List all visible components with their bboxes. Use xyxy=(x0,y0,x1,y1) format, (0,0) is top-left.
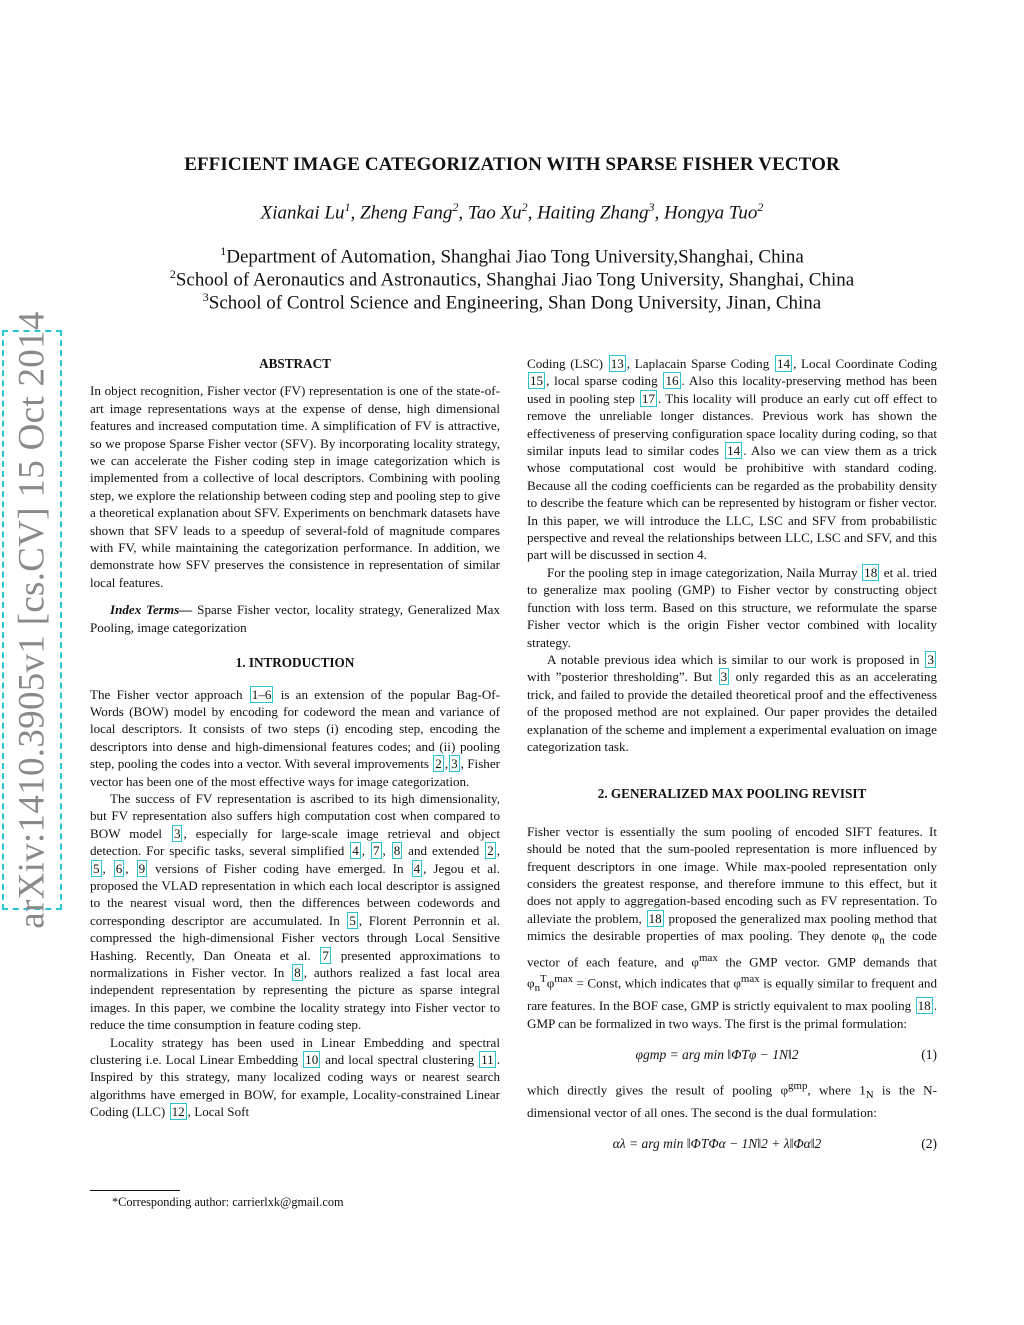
gmp-paragraph-2: which directly gives the result of pooling $\varphi^{gmp}$, where $1_N$ is the N-dimensional vector of all ones. The second is the dual formulation: xyxy=(527,1079,937,1120)
equation-2 xyxy=(527,1135,937,1152)
left-column xyxy=(90,355,500,1121)
intro-paragraph-1: The Fisher vector approach 1–6 is an extension of the popular Bag-Of-Words (BOW) model by encoding for codeword the mean and variance of local descriptors. It consists of two steps (i) encoding step, encoding the descriptors into dense and high-dimensional features codes; and (ii) pooling step, pooling the codes into a vector. With several improvements 2 , 3 , Fisher vector has been one of the most effective ways for image categorization. xyxy=(90,686,501,789)
citation-link[interactable]: 8 xyxy=(294,965,301,980)
citation-link[interactable]: 13 xyxy=(610,356,624,371)
citation-link[interactable]: 18 xyxy=(864,564,878,580)
footnote-corresponding-author: *Corresponding author: carrierlxk@gmail.com xyxy=(112,1195,344,1209)
intro-paragraph-5: For the pooling step in image categorization, Naila Murray 18 et al. tried to generalize max pooling (GMP) to Fisher vector by constructing object function with loss term. Based on this structure, we reformulate the sparse Fisher vector which is the origin Fisher vector combined with locality strategy. xyxy=(527,564,937,650)
citation-link[interactable]: 18 xyxy=(648,910,662,926)
citation-link[interactable]: 1–6 xyxy=(251,686,272,702)
arxiv-sidebar-stamp xyxy=(2,311,62,929)
index-terms: Index Terms— Sparse Fisher vector, locality strategy, Generalized Max Pooling, image categorization xyxy=(90,602,501,635)
footnote-rule xyxy=(90,1190,180,1191)
citation-link[interactable]: 16 xyxy=(665,373,679,389)
section-1-heading: 1. INTRODUCTION xyxy=(235,655,355,671)
citation-link[interactable]: 8 xyxy=(393,843,401,859)
citation-link[interactable]: 6 xyxy=(115,860,123,876)
citation-link[interactable]: 3 xyxy=(173,825,181,841)
affiliation-3: $^3$School of Control Science and Engineering, Shan Dong University, Jinan, China xyxy=(202,290,822,314)
equation-1-body: φgmp = arg min ‖ΦTφ − 1N‖2 xyxy=(635,1047,799,1063)
author-list: Xiankai Lu$^1$, Zheng Fang$^2$, Tao Xu$^2$, Haiting Zhang$^3$, Hongya Tuo$^2$ xyxy=(260,200,764,224)
affiliation-1: $^1$Department of Automation, Shanghai Jiao Tong University,Shanghai, China xyxy=(220,244,804,268)
abstract-heading: ABSTRACT xyxy=(259,356,331,371)
citation-link[interactable]: 5 xyxy=(349,912,356,928)
citation-link[interactable]: 2 xyxy=(435,756,442,772)
author-name: Hongya Tuo xyxy=(663,202,758,224)
citation-link[interactable]: 2 xyxy=(487,843,494,859)
author-name: Zheng Fang xyxy=(360,202,453,224)
citation-link[interactable]: 10 xyxy=(305,1052,319,1068)
equation-2-number: (2) xyxy=(921,1136,937,1152)
intro-paragraph-6: A notable previous idea which is similar to our work is proposed in 3 with ”posterior thresholding”. But 3 only regarded this as an accelerating trick, and failed to provide the detailed theoretical proof and the effectiveness of the proposed method are not explained. Our paper provides the detailed explanation of the scheme and implement a experimental evaluation on image categorization task. xyxy=(527,651,937,754)
citation-link[interactable]: 5 xyxy=(93,860,100,876)
citation-link[interactable]: 7 xyxy=(322,947,329,963)
citation-link[interactable]: 4 xyxy=(352,843,359,859)
abstract-text: In object recognition, Fisher vector (FV) representation is one of the state-of-art image representations ways at the expense of dense, high dimensional features and increased computation time. A simplification of FV is attractive, so we propose Sparse Fisher vector (SFV). By incorporating locality strategy, we can accelerate the Fisher coding step in image categorization which is implemented from a collective of local descriptors. Combining with pooling step, we explore the relationship between coding step and pooling step to give a theoretical explanation about SFV. Experiments on benchmark datasets have shown that SFV leads to a speedup of several-fold of magnitude compares with FV, while maintaining the categorization performance. In addition, we demonstrate how SFV preserves the consistence in representation of similar local features. xyxy=(90,383,500,590)
citation-link[interactable]: 3 xyxy=(720,669,728,685)
author-name: Xiankai Lu xyxy=(260,202,345,224)
citation-link[interactable]: 7 xyxy=(372,843,380,859)
intro-paragraph-4: Coding (LSC) 13 , Laplacain Sparse Coding 14 , Local Coordinate Coding 15 , local sparse coding 16 . Also this locality-preserving method has been used in pooling step 17 . This locality will produce an early cut off effect to remove the unreliable longer distances. Previous work has shown the effectiveness of preserving configuration space locality during coding, so that similar inputs lead to similar codes 14 . Also we can view them as a trick whose computational cost would be prohibitive with standard coding. Because all the coding coefficients can be regarded as the probability density to describe the feature which can be represented by histogram or fisher vector. In this paper, we will introduce the LLC, LSC and SFV from probabilistic perspective and reveal the relationships between LLC, LSC and SFV, and this part will be discussed in section 4. xyxy=(527,356,938,563)
citation-link[interactable]: 3 xyxy=(451,756,458,772)
equation-1 xyxy=(527,1046,937,1063)
citation-link[interactable]: 18 xyxy=(917,998,931,1014)
section-2-heading: 2. GENERALIZED MAX POOLING REVISIT xyxy=(597,786,867,802)
author-name: Tao Xu xyxy=(467,202,522,224)
right-column xyxy=(527,355,937,1153)
gmp-paragraph-1: Fisher vector is essentially the sum pooling of encoded SIFT features. It should be noted that the sum-pooled representation is more influenced by frequent descriptors in one image. While max-pooled representation only considers the greatest response, and therefore immune to this effect, but it does not apply to aggregation-based encoding such as FV representation. To alleviate the problem, 18 proposed the generalized max pooling method that mimics the desirable properties of max pooling. They denote $\varphi_n$ the code vector of each feature, and $\varphi^{max}$ the GMP vector. GMP demands that $\varphi_n^T\varphi^{max}$ = Const, which indicates that $\varphi^{max}$ is equally similar to frequent and rare features. In the BOF case, GMP is strictly equivalent to max pooling 18 . GMP can be formalized in two ways. The first is the primal formulation: xyxy=(527,823,937,1031)
affiliation-2: $^2$School of Aeronautics and Astronautics, Shanghai Jiao Tong University, Shanghai, China xyxy=(169,267,855,291)
citation-link[interactable]: 9 xyxy=(138,860,146,876)
citation-link[interactable]: 14 xyxy=(776,356,791,371)
intro-paragraph-2: The success of FV representation is ascribed to its high dimensionality, but FV representation also suffers high computation cost when compared to BOW model 3 , especially for large-scale image retrieval and object detection. For specific tasks, several simplified 4 , 7 , 8 and extended 2 , 5 , 6 , 9 versions of Fisher coding have emerged. In 4 , Jegou et al. proposed the VLAD representation in which each local descriptor is assigned to the nearest visual word, then the differences between codewords and corresponding descriptor are accumulated. In 5 , Florent Perronnin et al. compressed the high-dimensional Fisher vectors through Local Sensitive Hashing. Recently, Dan Oneata et al. 7 presented approximations to normalizations in Fisher vector. In 8 , authors realized a fast local area independent representation by representing the picture as sparse integral images. In this paper, we combine the locality strategy into Fisher vector to reduce the time consumption in feature coding step. xyxy=(90,790,501,1033)
arxiv-id-text: arXiv:1410.3905v1 [cs.CV] 15 Oct 2014 xyxy=(11,311,53,929)
citation-link[interactable]: 14 xyxy=(727,443,741,459)
citation-link[interactable]: 12 xyxy=(171,1104,185,1120)
intro-paragraph-3: Locality strategy has been used in Linear Embedding and spectral clustering i.e. Local Linear Embedding 10 and local spectral clustering 11 . Inspired by this strategy, many localized coding ways or nearest search algorithms have emerged in BOW, for example, Locality-constrained Linear Coding (LLC) 12 , Local Soft xyxy=(90,1034,500,1120)
citation-link[interactable]: 15 xyxy=(530,373,544,389)
author-name: Haiting Zhang xyxy=(537,202,649,224)
equation-1-number: (1) xyxy=(921,1047,937,1063)
citation-link[interactable]: 17 xyxy=(641,390,656,406)
citation-link[interactable]: 4 xyxy=(413,860,421,876)
equation-2-body: αλ = arg min ‖ΦTΦα − 1N‖2 + λ‖Φα‖2 xyxy=(612,1136,822,1152)
citation-link[interactable]: 11 xyxy=(481,1052,494,1068)
paper-title: EFFICIENT IMAGE CATEGORIZATION WITH SPARSE FISHER VECTOR xyxy=(184,154,840,175)
citation-link[interactable]: 3 xyxy=(927,651,934,667)
